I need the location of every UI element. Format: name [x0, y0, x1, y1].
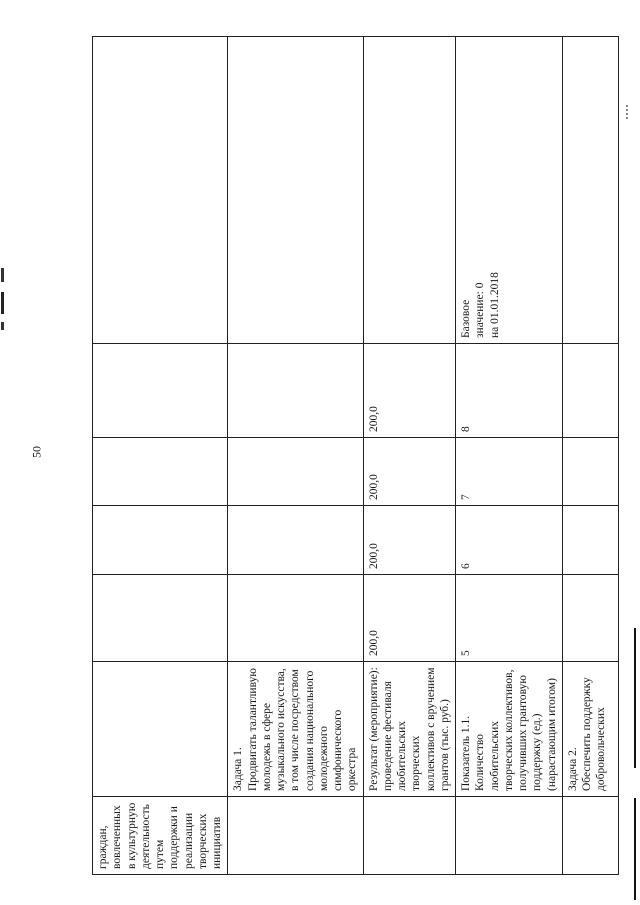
table-cell [456, 438, 563, 506]
table-cell [363, 344, 456, 438]
cell-text: граждан, вовлеченных в культурную деятельность путем поддержки и реализации творческих инициатив [97, 802, 223, 869]
margin-scan-marks [626, 105, 630, 119]
value-cell: 200,0 [367, 543, 380, 569]
table-cell [228, 37, 363, 344]
table-cell [363, 37, 456, 344]
table-cell [562, 438, 618, 506]
value-cell: 200,0 [367, 630, 380, 656]
table-cell [456, 344, 563, 438]
table-cell [456, 37, 563, 344]
table-cell [93, 438, 228, 506]
table-cell [93, 797, 228, 875]
value-cell: 200,0 [367, 406, 380, 432]
table-cell [456, 506, 563, 575]
margin-scan-line [634, 798, 636, 900]
table-row [93, 37, 228, 875]
table-cell [93, 37, 228, 344]
table-row [562, 37, 618, 875]
table-cell [228, 662, 363, 797]
value-cell: 8 [460, 426, 472, 432]
table-cell [562, 344, 618, 438]
left-edge-mark [1, 322, 4, 330]
value-cell: 6 [460, 563, 472, 569]
table-cell [562, 506, 618, 575]
table-cell [562, 37, 618, 344]
value-cell: 5 [460, 650, 472, 656]
table-cell [93, 662, 228, 797]
table-cell [228, 506, 363, 575]
table-cell [363, 438, 456, 506]
task-1-text: Задача 1. Продвигать талантливую молодежь в сфере музыкального искусства, в том числе посредством создания национального молодежного симфонического оркестра [232, 668, 359, 791]
left-edge-mark [1, 268, 4, 282]
page-number: 50 [29, 446, 44, 458]
table-cell [562, 797, 618, 875]
table-cell [228, 438, 363, 506]
table-row [363, 37, 456, 875]
table-row [456, 37, 563, 875]
table-cell [228, 344, 363, 438]
table-cell [363, 575, 456, 662]
table-cell [562, 575, 618, 662]
table-cell [562, 662, 618, 797]
task-2-text: Задача 2. Обеспечить поддержку добровольческих [566, 677, 608, 791]
table-cell [456, 662, 563, 797]
table-cell [363, 662, 456, 797]
value-cell: 7 [460, 494, 472, 500]
table-cell [456, 575, 563, 662]
table-cell [363, 506, 456, 575]
table-row [228, 37, 363, 875]
table-cell [456, 797, 563, 875]
margin-scan-line [634, 628, 636, 768]
program-table [92, 36, 619, 875]
indicator-text: Показатель 1.1. Количество любительских творческих коллективов, получивших грантовую поддержку (ед.) (нарастающим итогом) [460, 669, 558, 791]
result-text: Результат (мероприятие): проведение фестиваля любительских творческих коллективов с вручением грантов (тыс. руб.) [367, 667, 451, 791]
table-cell [93, 575, 228, 662]
table-cell [228, 797, 363, 875]
table-cell [93, 344, 228, 438]
left-edge-mark [1, 292, 4, 314]
value-cell: 200,0 [367, 474, 380, 500]
table-cell [228, 575, 363, 662]
table-cell [363, 797, 456, 875]
rotated-table-container [92, 37, 608, 875]
base-value-note: Базовое значение: 0 на 01.01.2018 [460, 272, 501, 338]
table-cell [93, 506, 228, 575]
